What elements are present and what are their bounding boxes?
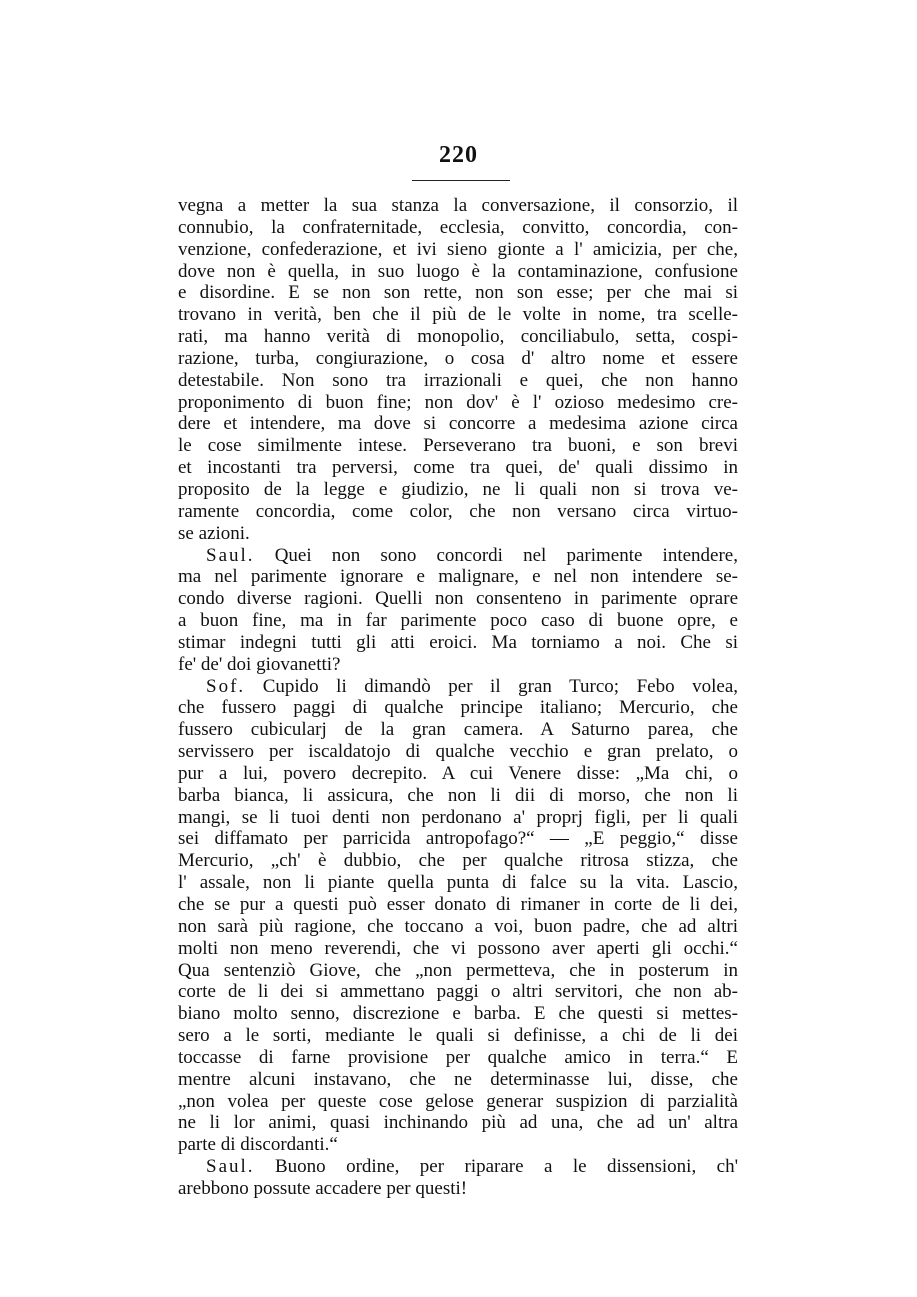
text-line (178, 1047, 738, 1069)
text-line (178, 785, 738, 807)
line-text: sero a le sorti, mediante le quali si definisse, a chi de li dei (178, 1025, 738, 1047)
text-line (178, 807, 738, 829)
text-line (178, 938, 738, 960)
text-line (178, 304, 738, 326)
text-line (178, 217, 738, 239)
text-line (178, 719, 738, 741)
text-line (178, 326, 738, 348)
line-text: connubio, la confraternitade, ecclesia, convitto, concordia, con- (178, 216, 738, 238)
text-line (178, 523, 738, 545)
text-line (178, 828, 738, 850)
line-text: toccasse di farne provisione per qualche amico in terra.“ E (178, 1046, 738, 1068)
line-text: Quei non sono concordi nel parimente intendere, (274, 544, 738, 566)
line-text: barba bianca, li assicura, che non li dii di morso, che non li (178, 784, 738, 806)
text-line (178, 697, 738, 719)
text-line (178, 632, 738, 654)
text-line (178, 894, 738, 916)
line-text: razione, turba, congiurazione, o cosa d' altro nome et essere (178, 347, 738, 369)
text-line (178, 566, 738, 588)
text-line (178, 479, 738, 501)
line-text: molti non meno reverendi, che vi possono aver aperti gli occhi.“ (178, 937, 738, 959)
line-text: condo diverse ragioni. Quelli non consenteno in parimente oprare (178, 588, 738, 610)
text-line (178, 195, 738, 217)
text-line (178, 413, 738, 435)
line-text: mangi, se li tuoi denti non perdonano a' proprj figli, per li quali (178, 806, 738, 828)
text-line (178, 1025, 738, 1047)
text-line (178, 370, 738, 392)
line-text: rati, ma hanno verità di monopolio, conciliabulo, setta, cospi- (178, 326, 738, 348)
line-text: se azioni. (178, 522, 250, 544)
line-text: trovano in verità, ben che il più de le volte in nome, tra scelle- (178, 304, 738, 326)
line-text: parte di discordanti.“ (178, 1134, 338, 1156)
text-line (178, 763, 738, 785)
speaker-name: Saul. (206, 544, 255, 566)
line-text: proponimento di buon fine; non dov' è l' ozioso medesimo cre- (178, 391, 738, 413)
text-line (178, 654, 738, 676)
header-rule (412, 180, 510, 181)
text-line (178, 545, 738, 567)
text-line (178, 501, 738, 523)
text-line (178, 1134, 738, 1156)
page-number: 220 (439, 142, 478, 168)
text-line (178, 392, 738, 414)
line-text: mentre alcuni instavano, che ne determinasse lui, disse, che (178, 1068, 738, 1090)
text-line (178, 960, 738, 982)
line-text: dere et intendere, ma dove si concorre a medesima azione circa (178, 413, 738, 435)
line-text: biano molto senno, discrezione e barba. E che questi si mettes- (178, 1003, 738, 1025)
line-text: Cupido li dimandò per il gran Turco; Febo volea, (262, 675, 739, 697)
text-line (178, 457, 738, 479)
line-text: corte de li dei si ammettano paggi o altri servitori, che non ab- (178, 981, 738, 1003)
text-line (178, 261, 738, 283)
line-text: fussero cubicularj de la gran camera. A Saturno parea, che (178, 719, 738, 741)
line-text: a buon fine, ma in far parimente poco caso di buone opre, e (178, 610, 738, 632)
text-line (178, 348, 738, 370)
speaker-name: Sof. (206, 675, 246, 697)
line-text: Buono ordine, per riparare a le dissensioni, ch' (274, 1156, 738, 1178)
text-line (178, 1069, 738, 1091)
text-line (178, 588, 738, 610)
speaker-name: Saul. (206, 1156, 255, 1178)
line-text: e disordine. E se non son rette, non son esse; per che mai si (178, 282, 738, 304)
line-text: sei diffamato per parricida antropofago?“ — „E peggio,“ disse (178, 828, 738, 850)
line-text: non sarà più ragione, che toccano a voi, buon padre, che ad altri (178, 915, 738, 937)
line-text: stimar indegni tutti gli atti eroici. Ma torniamo a noi. Che si (178, 631, 738, 653)
text-line (178, 1178, 738, 1200)
line-text: che fussero paggi di qualche principe italiano; Mercurio, che (178, 697, 738, 719)
text-line (178, 872, 738, 894)
text-line (178, 1003, 738, 1025)
line-text: l' assale, non li piante quella punta di falce su la vita. Lascio, (178, 872, 738, 894)
line-text: et incostanti tra perversi, come tra quei, de' quali dissimo in (178, 457, 738, 479)
text-line (178, 1156, 738, 1178)
text-line (178, 676, 738, 698)
line-text: pur a lui, povero decrepito. A cui Venere disse: „Ma chi, o (178, 762, 738, 784)
line-text: le cose similmente intese. Perseverano tra buoni, e son brevi (178, 435, 738, 457)
line-text: arebbono possute accadere per questi! (178, 1177, 468, 1199)
text-line (178, 1112, 738, 1134)
text-line (178, 282, 738, 304)
text-line (178, 1091, 738, 1113)
text-line (178, 435, 738, 457)
text-line (178, 610, 738, 632)
line-text: vegna a metter la sua stanza la conversazione, il consorzio, il (178, 195, 738, 216)
line-text: Mercurio, „ch' è dubbio, che per qualche ritrosa stizza, che (178, 850, 738, 872)
line-text: „non volea per queste cose gelose generar suspizion di parzialità (178, 1090, 738, 1112)
line-text: Qua sentenziò Giove, che „non permetteva, che in posterum in (178, 959, 738, 981)
text-line (178, 239, 738, 261)
line-text: servissero per iscaldatojo di qualche vecchio e gran prelato, o (178, 741, 738, 763)
line-text: fe' de' doi giovanetti? (178, 653, 341, 675)
body-text (178, 195, 738, 1200)
line-text: proposito de la legge e giudizio, ne li quali non si trova ve- (178, 478, 738, 500)
line-text: dove non è quella, in suo luogo è la contaminazione, confusione (178, 260, 738, 282)
text-line (178, 981, 738, 1003)
line-text: ramente concordia, come color, che non versano circa virtuo- (178, 500, 738, 522)
line-text: venzione, confederazione, et ivi sieno gionte a l' amicizia, per che, (178, 238, 738, 260)
line-text: ne li lor animi, quasi inchinando più ad una, che ad un' altra (178, 1112, 738, 1134)
line-text: ma nel parimente ignorare e malignare, e nel non intendere se- (178, 566, 738, 588)
text-line (178, 741, 738, 763)
text-line (178, 850, 738, 872)
line-text: che se pur a questi può esser donato di rimaner in corte de li dei, (178, 894, 738, 915)
line-text: detestabile. Non sono tra irrazionali e quei, che non hanno (178, 369, 738, 391)
text-line (178, 916, 738, 938)
